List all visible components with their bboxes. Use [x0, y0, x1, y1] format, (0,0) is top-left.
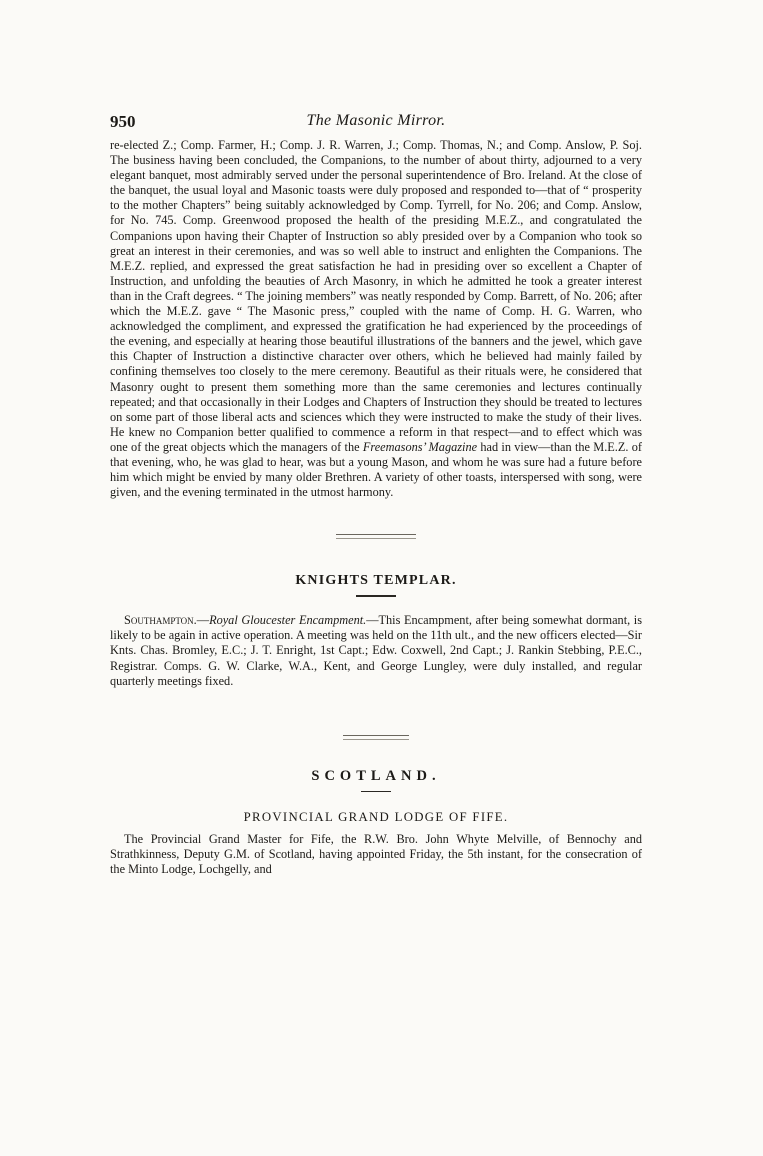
article-text: re-elected Z.; Comp. Farmer, H.; Comp. J. R. Warren, J.; Comp. Thomas, N.; and Comp. Anslow, P. Soj. The business having been concluded, the Companions, to the number of about thirty, adjourned to a very elegant banquet, most admirably served under the personal superintendence of Bro. Ireland. At the close of the banquet, the usual loyal and Masonic toasts were duly proposed and responded to—that of “ prosperity to the mother Chapters” being suitably acknowledged by Comp. Tyrrell, for No. 206; and Comp. Anslow, for No. 745. Comp. Greenwood proposed the health of the presiding M.E.Z., and congratulated the Companions upon having their Chapter of Instruction so ably presided over by a Companion who took so great an interest in their ceremonies, and was so well able to instruct and enlighten the Companions. The M.E.Z. replied, and expressed the great satisfaction he had in presiding over so excellent a Chapter of Instruction, and unfolding the beauties of Arch Masonry, in which he admitted he took a greater interest than in the Craft degrees. “ The joining members” was neatly responded by Comp. Barrett, of No. 206; after which the M.E.Z. gave “ The Masonic press,” coupled with the name of Comp. H. G. Warren, who acknowledged the compliment, and expressed the gratification he had experienced by the proceedings of the evening, and especially at hearing those beautiful illustrations of the banners and the jewel, which gave this Chapter of Instruction a distinctive character over others, which he believed had mainly failed by confining themselves too closely to the mere ceremony. Beautiful as their rituals were, he considered that Masonry ought to present them something more than the same ceremonies and lectures continually repeated; and that occasionally in their Lodges and Chapters of Instruction they should be treated to lectures on some part of those liberal acts and sciences which they were instructed to make the study of their lives. He knew no Companion better qualified to commence a reform in that respect—and to effect which was one of the great objects which the managers of the — [110, 138, 643, 454]
provincial-grand-lodge-subheading: PROVINCIAL GRAND LODGE OF FIFE. — [243, 809, 509, 824]
dash: — — [196, 613, 210, 628]
page-number: 950 — [110, 112, 136, 131]
running-title: The Masonic Mirror. — [306, 112, 446, 129]
continued-article — [110, 138, 642, 500]
page — [110, 112, 642, 877]
knights-templar-paragraph — [110, 613, 642, 688]
knights-templar-text: —This Encampment, after being somewhat dormant, is likely to be again in active operation. A meeting was held on the 11th ult., and the new officers elected—Sir Knts. Chas. Bromley, E.C.; J. T. Enright, 1st Capt.; Edw. Coxwell, 2nd Capt.; J. Rankin Stebbing, P.E.C., Registrar. Comps. G. W. Clarke, W.A., Kent, and George Lungley, were duly installed, and regular quarterly meetings fixed. — [110, 613, 643, 688]
page-header — [110, 112, 642, 138]
scotland-paragraph: The Provincial Grand Master for Fife, the R.W. Bro. John Whyte Melville, of Bennochy and Strathkinness, Deputy G.M. of Scotland, having appointed Friday, the 5th instant, for the consecration of the Minto Lodge, Lochgelly, and — [110, 831, 642, 876]
encampment-name: Royal Gloucester Encampment. — [209, 613, 367, 628]
place-name: Southampton. — [124, 613, 197, 628]
scotland-heading: SCOTLAND. — [311, 767, 441, 784]
magazine-title: Freemasons’ Magazine — [362, 439, 478, 454]
article-text-end: had in view—than the M.E.Z. of that evening, who, he was glad to hear, was but a young Mason, and whom he was sure had a future before him which might be envied by many older Brethren. A variety of other toasts, interspersed with song, were given, and the evening terminated in the utmost harmony. — [110, 439, 642, 500]
knights-templar-heading: KNIGHTS TEMPLAR. — [295, 573, 457, 589]
